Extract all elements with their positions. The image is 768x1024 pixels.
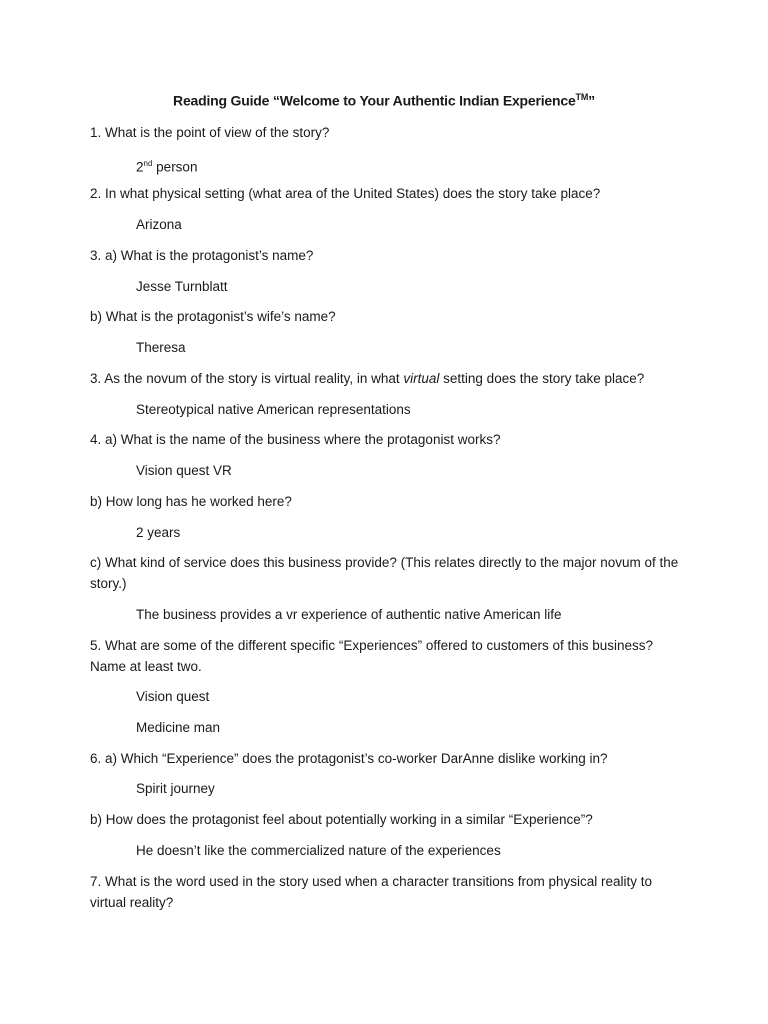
title-close-quote: ”: [588, 92, 595, 109]
answer-3a: Jesse Turnblatt: [136, 279, 228, 294]
question-3c-italic: virtual: [403, 371, 440, 386]
answer-6a: Spirit journey: [136, 781, 215, 796]
answer-6b: He doesn’t like the commercialized nature of the experiences: [136, 843, 501, 858]
page-title: [0, 92, 768, 109]
question-3c-text-end: setting does the story take place?: [439, 371, 645, 386]
answer-3b: Theresa: [136, 340, 186, 355]
question-4c: c) What kind of service does this business provide? (This relates directly to the major novum of the story.): [90, 555, 679, 591]
question-3c-text: 3. As the novum of the story is virtual reality, in what: [90, 371, 404, 386]
answer-4a: Vision quest VR: [136, 463, 232, 478]
question-3a: 3. a) What is the protagonist’s name?: [90, 248, 314, 263]
answer-4c: The business provides a vr experience of authentic native American life: [136, 607, 562, 622]
question-4a: 4. a) What is the name of the business where the protagonist works?: [90, 432, 501, 447]
answer-1-text: person: [152, 159, 198, 175]
answer-1-number: 2: [136, 159, 144, 175]
question-1: 1. What is the point of view of the story?: [90, 125, 330, 140]
answer-1-ordinal: nd: [143, 159, 153, 168]
answer-4b: 2 years: [136, 525, 181, 540]
trademark-superscript: TM: [575, 92, 589, 102]
answer-1: [136, 154, 696, 178]
answer-2: Arizona: [136, 217, 182, 232]
question-7: 7. What is the word used in the story used when a character transitions from physical reality to virtual reality?: [90, 874, 653, 910]
question-6b: b) How does the protagonist feel about potentially working in a similar “Experience”?: [90, 812, 593, 827]
answer-5-item-1: Vision quest: [136, 689, 210, 704]
question-2: 2. In what physical setting (what area of the United States) does the story take place?: [90, 186, 601, 201]
answer-5-item-2: Medicine man: [136, 720, 221, 735]
question-3c: [90, 369, 680, 390]
question-4b: b) How long has he worked here?: [90, 494, 292, 509]
title-text: Reading Guide “Welcome to Your Authentic Indian Experience: [173, 92, 576, 109]
question-3b: b) What is the protagonist’s wife’s name?: [90, 309, 336, 324]
answer-3c: Stereotypical native American representations: [136, 402, 411, 417]
question-6a: 6. a) Which “Experience” does the protagonist’s co-worker DarAnne dislike working in?: [90, 751, 608, 766]
question-5: 5. What are some of the different specific “Experiences” offered to customers of this business? Name at least two.: [90, 638, 654, 674]
